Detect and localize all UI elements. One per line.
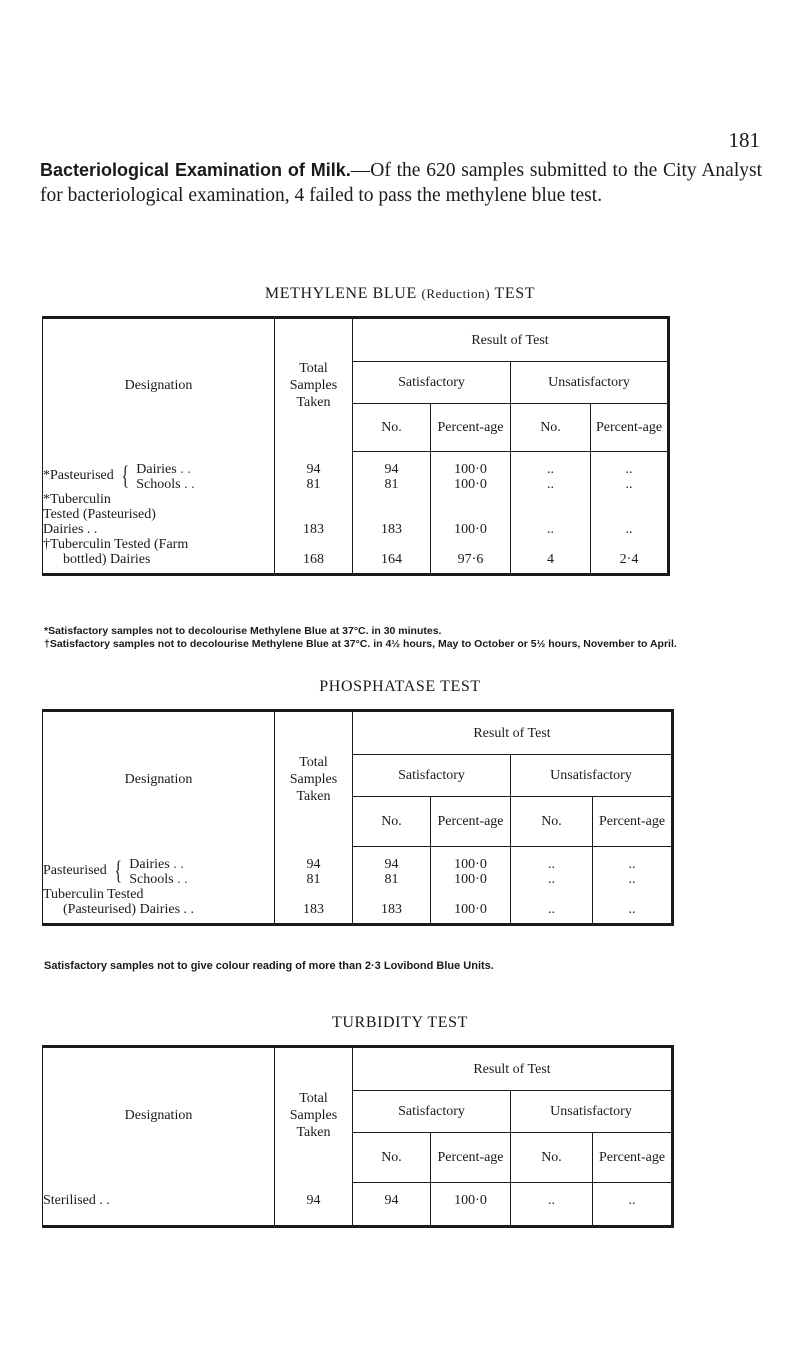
- unsat-pct-cell: ..: [593, 1183, 673, 1227]
- leader-dots: . .: [184, 476, 195, 492]
- col-designation: Designation: [43, 711, 275, 847]
- unsat-no-cell: .. .. .. 4: [511, 452, 591, 575]
- sat-no-cell: 94 81 183 164: [353, 452, 431, 575]
- col-designation: Designation: [43, 1047, 275, 1183]
- leader-dots: . .: [177, 871, 188, 887]
- unsat-no-cell: ..: [511, 1183, 593, 1227]
- col-sat-no: No.: [353, 797, 431, 847]
- col-unsat-no: No.: [511, 797, 593, 847]
- methylene-footnotes: [44, 625, 764, 651]
- brace-symbol: {: [121, 460, 130, 490]
- sat-no-cell: 94: [353, 1183, 431, 1227]
- phosphatase-table-title: PHOSPHATASE TEST: [319, 678, 481, 695]
- col-result: Result of Test: [353, 1047, 673, 1091]
- row-label: Dairies: [136, 461, 177, 477]
- sat-pct-cell: 100·0: [431, 1183, 511, 1227]
- designation-cell: [43, 847, 275, 925]
- unsat-no-cell: .. .. ..: [511, 847, 593, 925]
- col-designation: Designation: [43, 318, 275, 452]
- sat-no-cell: 94 81 183: [353, 847, 431, 925]
- col-unsat-pct: Percent-age: [593, 1133, 673, 1183]
- row-label: Sterilised . .: [43, 1192, 110, 1208]
- brace-symbol: {: [114, 855, 123, 885]
- col-result: Result of Test: [353, 711, 673, 755]
- row-label: Schools: [136, 476, 181, 492]
- leader-dots: . .: [173, 856, 184, 872]
- footnote: †Satisfactory samples not to decolourise Methylene Blue at 37°C. in 4½ hours, May to October or 5½ hours, November to April.: [44, 638, 677, 650]
- col-sat-no: No.: [353, 404, 431, 452]
- turbidity-table: [42, 1045, 674, 1228]
- col-satisfactory: Satisfactory: [353, 1091, 511, 1133]
- page-number: 181: [728, 128, 760, 152]
- row-label: Dairies . .: [43, 521, 98, 537]
- col-unsat-no: No.: [511, 404, 591, 452]
- phosphatase-footnote: Satisfactory samples not to give colour reading of more than 2·3 Lovibond Blue Units.: [44, 960, 494, 972]
- section-heading: Bacteriological Examination of Milk.: [40, 160, 351, 180]
- col-unsatisfactory: Unsatisfactory: [511, 1091, 673, 1133]
- intro-text: —Of the 620 samples submitted to the City Analyst for bacteriological examination, 4 failed to pass the methylene blue test.: [40, 160, 762, 206]
- col-sat-pct: Percent-age: [431, 404, 511, 452]
- group-label: *Pasteurised: [43, 467, 114, 483]
- col-satisfactory: Satisfactory: [353, 755, 511, 797]
- intro-paragraph: [40, 158, 762, 208]
- col-sat-pct: Percent-age: [431, 1133, 511, 1183]
- designation-cell: [43, 1183, 275, 1227]
- sat-pct-cell: 100·0 100·0 100·0: [431, 847, 511, 925]
- turbidity-table-title: TURBIDITY TEST: [332, 1014, 468, 1031]
- col-total: Total Samples Taken: [275, 711, 353, 847]
- total-cell: 94: [275, 1183, 353, 1227]
- group-label: Pasteurised: [43, 862, 107, 878]
- methylene-title-main: METHYLENE BLUE: [264, 285, 417, 302]
- row-label: Schools: [129, 871, 174, 887]
- row-label: Dairies: [129, 856, 170, 872]
- total-cell: 94 81 183 168: [275, 452, 353, 575]
- table-row: [43, 452, 669, 575]
- unsat-pct-cell: .. .. ..: [593, 847, 673, 925]
- row-label: Tuberculin Tested: [43, 886, 144, 902]
- table-row: [43, 847, 673, 925]
- methylene-title-end: TEST: [494, 285, 536, 302]
- col-unsat-pct: Percent-age: [591, 404, 669, 452]
- row-label: (Pasteurised) Dairies . .: [63, 901, 195, 917]
- row-label: bottled) Dairies: [63, 551, 151, 567]
- col-unsat-pct: Percent-age: [593, 797, 673, 847]
- methylene-table: [42, 316, 670, 576]
- row-label: *Tuberculin: [43, 491, 111, 507]
- col-unsatisfactory: Unsatisfactory: [511, 755, 673, 797]
- col-satisfactory: Satisfactory: [353, 362, 511, 404]
- row-label: Tested (Pasteurised): [43, 506, 156, 522]
- col-sat-no: No.: [353, 1133, 431, 1183]
- col-unsatisfactory: Unsatisfactory: [511, 362, 669, 404]
- total-cell: 94 81 183: [275, 847, 353, 925]
- methylene-title-sc: (Reduction): [421, 286, 491, 301]
- designation-cell: [43, 452, 275, 575]
- footnote: *Satisfactory samples not to decolourise Methylene Blue at 37°C. in 30 minutes.: [44, 625, 442, 637]
- col-result: Result of Test: [353, 318, 669, 362]
- col-total: Total Samples Taken: [275, 1047, 353, 1183]
- unsat-pct-cell: .. .. .. 2·4: [591, 452, 669, 575]
- leader-dots: . .: [180, 461, 191, 477]
- col-total: Total Samples Taken: [275, 318, 353, 452]
- table-row: [43, 1183, 673, 1227]
- row-label: †Tuberculin Tested (Farm: [43, 536, 189, 552]
- col-sat-pct: Percent-age: [431, 797, 511, 847]
- col-unsat-no: No.: [511, 1133, 593, 1183]
- methylene-table-title: [0, 285, 800, 303]
- phosphatase-table: [42, 709, 674, 926]
- sat-pct-cell: 100·0 100·0 100·0 97·6: [431, 452, 511, 575]
